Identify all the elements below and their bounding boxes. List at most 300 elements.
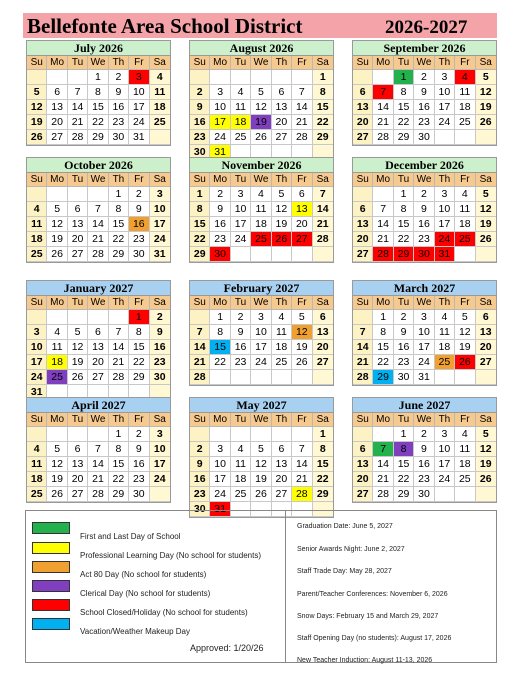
day-cell: 3: [150, 427, 170, 442]
day-cell: 29: [313, 487, 333, 502]
weekday-label: We: [414, 56, 434, 70]
day-cell: 16: [414, 217, 434, 232]
day-cell: 1: [109, 427, 129, 442]
day-cell: 4: [231, 442, 251, 457]
day-cell: 2: [190, 442, 210, 457]
day-cell: 13: [476, 325, 496, 340]
day-cell: 20: [272, 472, 292, 487]
day-cell: 31: [414, 370, 434, 385]
day-cell: 23: [129, 472, 149, 487]
weekday-label: Su: [353, 413, 373, 427]
day-cell: 20: [353, 115, 373, 130]
day-cell: 31: [27, 385, 47, 400]
empty-day-cell: [292, 370, 312, 385]
day-cell: 12: [68, 340, 88, 355]
week-row: [353, 130, 496, 145]
day-cell: 26: [27, 130, 47, 145]
day-cell: 3: [435, 187, 455, 202]
empty-day-cell: [231, 427, 251, 442]
empty-day-cell: [47, 427, 67, 442]
month-header: October 2026: [27, 158, 170, 173]
day-cell: 17: [251, 340, 271, 355]
weekday-label: Mo: [210, 56, 230, 70]
day-cell: 13: [313, 325, 333, 340]
legend-label-closed-holiday: School Closed/Holiday (No school for students): [80, 608, 248, 617]
weekday-label: Tu: [394, 56, 414, 70]
day-cell: 4: [27, 442, 47, 457]
weekday-label: Tu: [68, 296, 88, 310]
day-cell: 14: [313, 202, 333, 217]
weekday-label: Th: [272, 56, 292, 70]
day-cell: 21: [190, 355, 210, 370]
day-cell: 20: [272, 115, 292, 130]
day-cell: 18: [455, 217, 475, 232]
weekday-label: Th: [435, 56, 455, 70]
day-cell: 15: [394, 457, 414, 472]
weekday-label: Th: [272, 296, 292, 310]
weekday-row: [190, 56, 333, 70]
day-cell: 11: [27, 217, 47, 232]
day-cell: 16: [394, 340, 414, 355]
day-cell: 28: [353, 370, 373, 385]
weekday-row: [190, 296, 333, 310]
day-cell: 3: [210, 85, 230, 100]
weekday-label: Mo: [210, 173, 230, 187]
day-cell: 9: [129, 202, 149, 217]
weekday-label: We: [251, 296, 271, 310]
day-cell: 4: [455, 70, 475, 85]
day-cell: 22: [109, 472, 129, 487]
legend-label-professional-learning: Professional Learning Day (No school for students): [80, 551, 261, 560]
empty-day-cell: [47, 70, 67, 85]
empty-day-cell: [68, 427, 88, 442]
day-cell: 21: [373, 472, 393, 487]
week-row: [353, 100, 496, 115]
day-cell: 15: [88, 100, 108, 115]
info-senior-awards: Senior Awards Night: June 2, 2027: [297, 546, 405, 553]
day-cell: 29: [129, 370, 149, 385]
day-cell: 27: [353, 487, 373, 502]
day-cell: 9: [109, 85, 129, 100]
day-cell: 2: [190, 85, 210, 100]
weekday-label: We: [88, 413, 108, 427]
week-row: [190, 310, 333, 325]
legend-label-first-last-day: First and Last Day of School: [80, 532, 181, 541]
day-cell: 6: [476, 310, 496, 325]
weekday-label: Tu: [394, 296, 414, 310]
day-cell: 24: [150, 232, 170, 247]
week-row: [190, 325, 333, 340]
day-cell: 17: [210, 115, 230, 130]
day-cell: 6: [353, 85, 373, 100]
day-cell: 15: [109, 457, 129, 472]
day-cell: 7: [292, 442, 312, 457]
day-cell: 9: [414, 442, 434, 457]
day-cell: 28: [68, 130, 88, 145]
week-row: [190, 130, 333, 145]
weekday-label: Fr: [455, 413, 475, 427]
day-cell: 7: [88, 202, 108, 217]
day-cell: 17: [435, 457, 455, 472]
day-cell: 19: [476, 100, 496, 115]
day-cell: 2: [109, 70, 129, 85]
day-cell: 30: [129, 247, 149, 262]
day-cell: 21: [68, 115, 88, 130]
month-june-2027: [352, 397, 497, 503]
day-cell: 30: [109, 130, 129, 145]
day-cell: 12: [476, 202, 496, 217]
day-cell: 19: [476, 217, 496, 232]
day-cell: 5: [455, 310, 475, 325]
day-cell: 4: [27, 202, 47, 217]
day-cell: 1: [313, 70, 333, 85]
weekday-label: Th: [109, 56, 129, 70]
day-cell: 4: [455, 427, 475, 442]
day-cell: 7: [88, 442, 108, 457]
day-cell: 4: [231, 85, 251, 100]
day-cell: 10: [210, 100, 230, 115]
weekday-label: Su: [27, 296, 47, 310]
day-cell: 12: [27, 100, 47, 115]
day-cell: 9: [210, 202, 230, 217]
weekday-label: We: [88, 56, 108, 70]
day-cell: 30: [190, 502, 210, 517]
week-row: [190, 187, 333, 202]
week-row: [190, 427, 333, 442]
day-cell: 23: [190, 130, 210, 145]
empty-day-cell: [353, 427, 373, 442]
weekday-label: Su: [27, 173, 47, 187]
day-cell: 5: [47, 202, 67, 217]
day-cell: 21: [313, 217, 333, 232]
day-cell: 10: [150, 202, 170, 217]
day-cell: 6: [313, 310, 333, 325]
legend-divider: [285, 510, 286, 663]
month-february-2027: [189, 280, 334, 386]
day-cell: 11: [231, 100, 251, 115]
day-cell: 3: [27, 325, 47, 340]
day-cell: 6: [353, 442, 373, 457]
weekday-label: Mo: [373, 296, 393, 310]
day-cell: 23: [414, 115, 434, 130]
week-row: [190, 100, 333, 115]
empty-day-cell: [455, 487, 475, 502]
day-cell: 4: [272, 310, 292, 325]
empty-day-cell: [272, 70, 292, 85]
day-cell: 26: [251, 487, 271, 502]
day-cell: 21: [353, 355, 373, 370]
day-cell: 13: [88, 340, 108, 355]
day-cell: 18: [150, 100, 170, 115]
weekday-label: Mo: [373, 413, 393, 427]
day-cell: 6: [47, 85, 67, 100]
day-cell: 11: [150, 85, 170, 100]
empty-day-cell: [190, 70, 210, 85]
weekday-label: Su: [190, 413, 210, 427]
empty-day-cell: [88, 310, 108, 325]
day-cell: 30: [210, 247, 230, 262]
day-cell: 12: [47, 217, 67, 232]
weekday-label: We: [251, 413, 271, 427]
day-cell: 18: [272, 340, 292, 355]
day-cell: 16: [129, 457, 149, 472]
day-cell: 28: [373, 130, 393, 145]
weekday-label: Su: [353, 173, 373, 187]
week-row: [353, 202, 496, 217]
empty-day-cell: [455, 247, 475, 262]
day-cell: 21: [373, 232, 393, 247]
day-cell: 22: [313, 115, 333, 130]
day-cell: 23: [414, 232, 434, 247]
weekday-label: Sa: [476, 56, 496, 70]
day-cell: 8: [210, 325, 230, 340]
empty-day-cell: [292, 427, 312, 442]
day-cell: 22: [373, 355, 393, 370]
day-cell: 4: [455, 187, 475, 202]
day-cell: 24: [435, 472, 455, 487]
empty-day-cell: [27, 70, 47, 85]
week-row: [353, 85, 496, 100]
day-cell: 9: [231, 325, 251, 340]
school-year: 2026-2027: [385, 17, 468, 38]
day-cell: 30: [394, 370, 414, 385]
day-cell: 16: [414, 100, 434, 115]
day-cell: 11: [455, 442, 475, 457]
day-cell: 3: [435, 427, 455, 442]
empty-day-cell: [231, 247, 251, 262]
day-cell: 28: [313, 232, 333, 247]
legend-label-act80: Act 80 Day (No school for students): [80, 570, 207, 579]
day-cell: 11: [455, 202, 475, 217]
day-cell: 12: [476, 442, 496, 457]
day-cell: 23: [109, 115, 129, 130]
day-cell: 26: [476, 232, 496, 247]
day-cell: 25: [455, 232, 475, 247]
week-row: [353, 472, 496, 487]
empty-day-cell: [373, 187, 393, 202]
day-cell: 14: [373, 217, 393, 232]
day-cell: 14: [88, 457, 108, 472]
week-row: [27, 427, 170, 442]
day-cell: 23: [231, 355, 251, 370]
approved-date: Approved: 1/20/26: [190, 643, 264, 653]
day-cell: 18: [27, 472, 47, 487]
empty-day-cell: [231, 70, 251, 85]
info-graduation: Graduation Date: June 5, 2027: [297, 523, 393, 530]
empty-day-cell: [150, 130, 170, 145]
day-cell: 16: [190, 115, 210, 130]
day-cell: 22: [109, 232, 129, 247]
empty-day-cell: [68, 70, 88, 85]
day-cell: 19: [455, 340, 475, 355]
day-cell: 18: [251, 217, 271, 232]
day-cell: 16: [150, 340, 170, 355]
empty-day-cell: [150, 487, 170, 502]
day-cell: 27: [353, 247, 373, 262]
day-cell: 29: [394, 487, 414, 502]
day-cell: 23: [210, 232, 230, 247]
legend-swatch-first-last-day: [32, 522, 70, 534]
day-cell: 15: [190, 217, 210, 232]
day-cell: 10: [231, 202, 251, 217]
empty-day-cell: [27, 427, 47, 442]
empty-day-cell: [88, 187, 108, 202]
day-cell: 18: [27, 232, 47, 247]
week-row: [353, 457, 496, 472]
day-cell: 9: [190, 100, 210, 115]
day-cell: 1: [394, 427, 414, 442]
day-cell: 20: [68, 472, 88, 487]
weekday-label: Fr: [292, 413, 312, 427]
day-cell: 2: [414, 187, 434, 202]
day-cell: 17: [150, 217, 170, 232]
day-cell: 7: [313, 187, 333, 202]
day-cell: 18: [455, 457, 475, 472]
empty-day-cell: [251, 370, 271, 385]
day-cell: 9: [394, 325, 414, 340]
day-cell: 1: [88, 70, 108, 85]
day-cell: 5: [476, 427, 496, 442]
weekday-label: We: [251, 173, 271, 187]
month-september-2026: [352, 40, 497, 146]
day-cell: 2: [210, 187, 230, 202]
weekday-label: Sa: [150, 413, 170, 427]
day-cell: 27: [272, 130, 292, 145]
day-cell: 15: [313, 457, 333, 472]
month-header: April 2027: [27, 398, 170, 413]
empty-day-cell: [27, 310, 47, 325]
week-row: [27, 187, 170, 202]
week-row: [27, 70, 170, 85]
empty-day-cell: [476, 370, 496, 385]
weekday-label: Th: [272, 173, 292, 187]
day-cell: 10: [414, 325, 434, 340]
weekday-label: Fr: [292, 296, 312, 310]
day-cell: 5: [476, 187, 496, 202]
day-cell: 25: [455, 115, 475, 130]
day-cell: 28: [373, 247, 393, 262]
week-row: [190, 85, 333, 100]
weekday-label: Sa: [476, 296, 496, 310]
week-row: [190, 472, 333, 487]
legend-swatch-act80: [32, 561, 70, 573]
weekday-row: [27, 413, 170, 427]
day-cell: 28: [190, 370, 210, 385]
day-cell: 31: [129, 130, 149, 145]
week-row: [27, 340, 170, 355]
empty-day-cell: [373, 70, 393, 85]
week-row: [190, 487, 333, 502]
day-cell: 1: [190, 187, 210, 202]
day-cell: 20: [313, 340, 333, 355]
day-cell: 28: [292, 487, 312, 502]
weekday-label: We: [88, 296, 108, 310]
day-cell: 26: [476, 115, 496, 130]
weekday-label: Tu: [231, 296, 251, 310]
empty-day-cell: [88, 427, 108, 442]
month-header: July 2026: [27, 41, 170, 56]
empty-day-cell: [313, 247, 333, 262]
weekday-row: [27, 296, 170, 310]
day-cell: 16: [129, 217, 149, 232]
day-cell: 3: [251, 310, 271, 325]
weekday-label: Fr: [129, 173, 149, 187]
day-cell: 27: [47, 130, 67, 145]
legend-label-clerical: Clerical Day (No school for students): [80, 589, 211, 598]
empty-day-cell: [210, 427, 230, 442]
day-cell: 7: [373, 85, 393, 100]
day-cell: 19: [27, 115, 47, 130]
day-cell: 29: [313, 130, 333, 145]
weekday-label: Th: [435, 173, 455, 187]
week-row: [190, 457, 333, 472]
day-cell: 6: [68, 202, 88, 217]
day-cell: 8: [373, 325, 393, 340]
weekday-label: Su: [190, 56, 210, 70]
week-row: [27, 487, 170, 502]
weekday-label: Fr: [292, 173, 312, 187]
weekday-label: Sa: [313, 56, 333, 70]
day-cell: 10: [150, 442, 170, 457]
info-snow-days: Snow Days: February 15 and March 29, 2027: [297, 613, 439, 620]
day-cell: 12: [251, 100, 271, 115]
weekday-label: Fr: [455, 173, 475, 187]
day-cell: 23: [414, 472, 434, 487]
weekday-label: Mo: [373, 173, 393, 187]
weekday-row: [353, 296, 496, 310]
day-cell: 22: [313, 472, 333, 487]
weekday-label: Sa: [313, 413, 333, 427]
month-october-2026: [26, 157, 171, 263]
day-cell: 11: [435, 325, 455, 340]
week-row: [353, 427, 496, 442]
day-cell: 28: [88, 247, 108, 262]
day-cell: 5: [251, 85, 271, 100]
weekday-label: Sa: [313, 296, 333, 310]
day-cell: 27: [272, 487, 292, 502]
weekday-label: Mo: [47, 173, 67, 187]
empty-day-cell: [231, 370, 251, 385]
week-row: [190, 340, 333, 355]
day-cell: 19: [292, 340, 312, 355]
day-cell: 17: [435, 217, 455, 232]
weekday-label: We: [414, 296, 434, 310]
weekday-label: Fr: [129, 56, 149, 70]
day-cell: 24: [251, 355, 271, 370]
day-cell: 6: [68, 442, 88, 457]
weekday-label: We: [251, 56, 271, 70]
empty-day-cell: [476, 130, 496, 145]
weekday-label: Su: [27, 56, 47, 70]
weekday-row: [190, 173, 333, 187]
week-row: [353, 115, 496, 130]
day-cell: 19: [476, 457, 496, 472]
day-cell: 16: [190, 472, 210, 487]
day-cell: 10: [435, 442, 455, 457]
day-cell: 22: [129, 355, 149, 370]
day-cell: 4: [251, 187, 271, 202]
day-cell: 24: [210, 487, 230, 502]
legend-swatch-makeup: [32, 618, 70, 630]
day-cell: 8: [190, 202, 210, 217]
weekday-label: Mo: [47, 296, 67, 310]
day-cell: 27: [353, 130, 373, 145]
info-staff-opening: Staff Opening Day (no students): August 17, 2026: [297, 635, 452, 642]
day-cell: 5: [272, 187, 292, 202]
week-row: [353, 310, 496, 325]
day-cell: 10: [435, 85, 455, 100]
day-cell: 17: [414, 340, 434, 355]
